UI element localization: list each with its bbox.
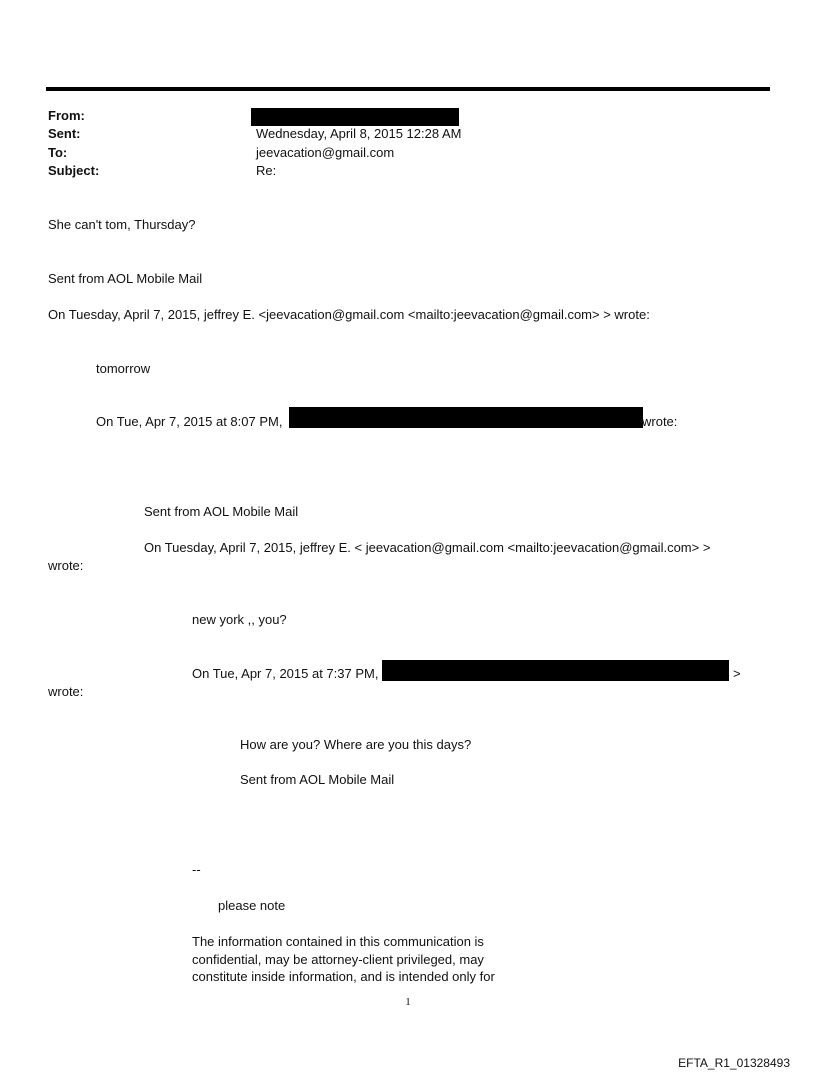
disclaimer-line: The information contained in this communication is xyxy=(192,934,484,949)
quote-header-suffix: > xyxy=(733,666,741,681)
disclaimer xyxy=(192,933,495,986)
quote-header-prefix: On Tue, Apr 7, 2015 at 8:07 PM, xyxy=(96,414,283,429)
quote-wrote: wrote: xyxy=(48,558,84,573)
to-value: jeevacation@gmail.com xyxy=(256,145,395,160)
disclaimer-line: constitute inside information, and is intended only for xyxy=(192,969,495,984)
subject-label: Subject: xyxy=(48,163,100,178)
sent-value: Wednesday, April 8, 2015 12:28 AM xyxy=(256,126,462,141)
body-line: She can't tom, Thursday? xyxy=(48,217,196,232)
redacted-sender xyxy=(251,108,459,126)
from-label: From: xyxy=(48,108,85,123)
to-label: To: xyxy=(48,145,68,160)
subject-value: Re: xyxy=(256,163,277,178)
redacted-email xyxy=(289,407,643,428)
message-text: How are you? Where are you this days? xyxy=(240,737,472,752)
quote-header-suffix: wrote: xyxy=(642,414,678,429)
sent-label: Sent: xyxy=(48,126,81,141)
page-number: 1 xyxy=(405,996,411,1008)
quote-header-prefix: On Tue, Apr 7, 2015 at 7:37 PM, xyxy=(192,666,379,681)
reply-text: new york ,, you? xyxy=(192,612,287,627)
quote-header: On Tuesday, April 7, 2015, jeffrey E. <jeevacation@gmail.com <mailto:jeevacation@gmail.com> > wrote: xyxy=(48,307,650,322)
signature-separator: -- xyxy=(192,862,201,877)
reply-text: tomorrow xyxy=(96,361,151,376)
quote-header: On Tuesday, April 7, 2015, jeffrey E. < jeevacation@gmail.com <mailto:jeevacation@gmail.com> > xyxy=(144,540,711,555)
note-heading: please note xyxy=(218,898,286,913)
signature: Sent from AOL Mobile Mail xyxy=(144,504,299,519)
quote-wrote: wrote: xyxy=(48,684,84,699)
document-id: EFTA_R1_01328493 xyxy=(678,1056,790,1070)
signature: Sent from AOL Mobile Mail xyxy=(48,271,203,286)
header-rule xyxy=(46,87,770,91)
signature: Sent from AOL Mobile Mail xyxy=(240,772,395,787)
redacted-email xyxy=(382,660,729,681)
disclaimer-line: confidential, may be attorney-client privileged, may xyxy=(192,951,484,967)
